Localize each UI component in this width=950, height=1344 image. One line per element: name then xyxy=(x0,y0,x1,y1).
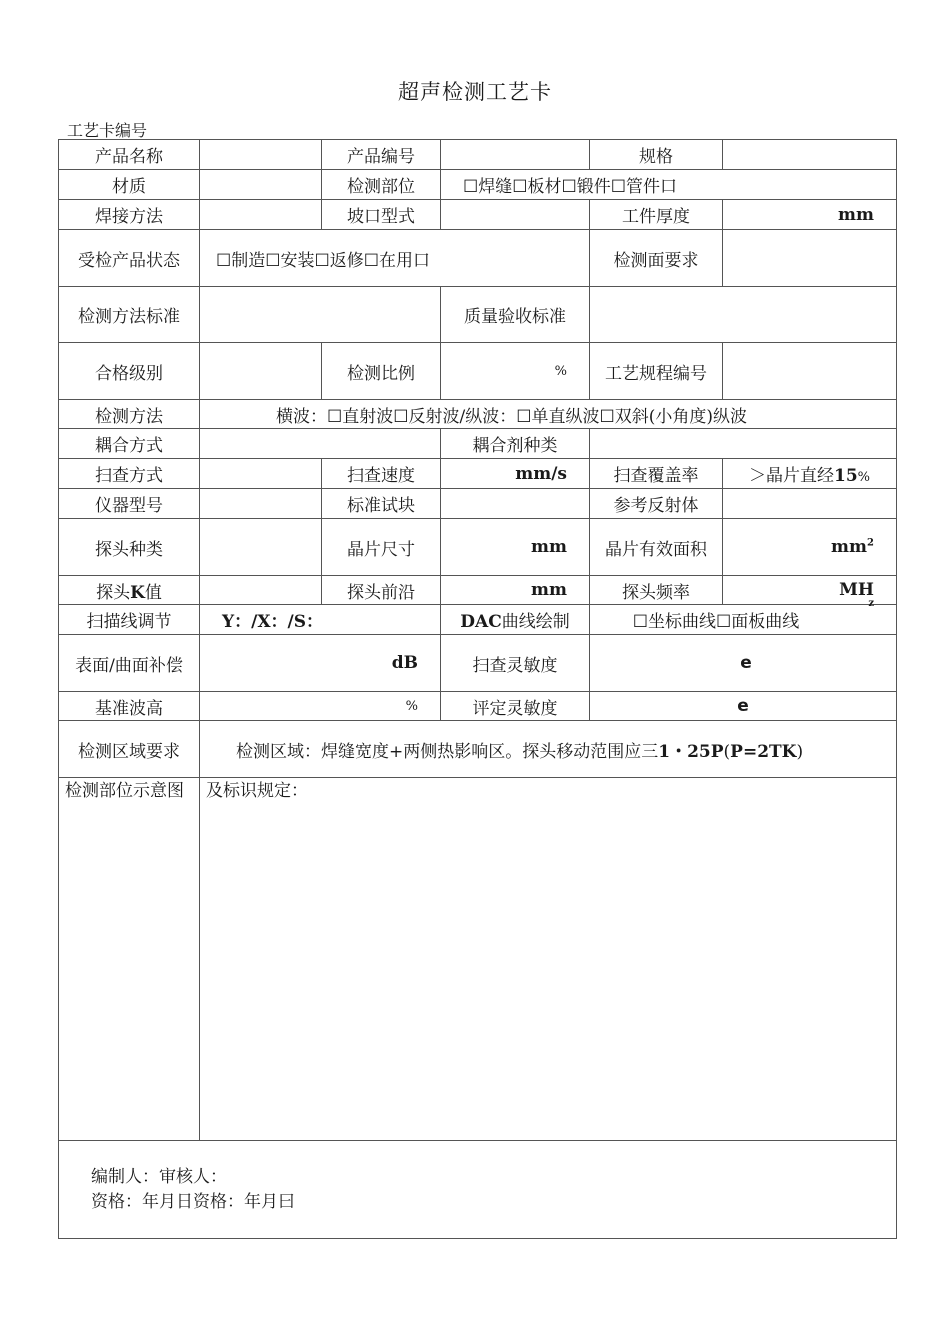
grade-label: 合格级别 xyxy=(59,343,200,400)
probe-type-value[interactable] xyxy=(200,519,322,576)
spec-label: 规格 xyxy=(590,140,723,170)
material-value[interactable] xyxy=(200,170,322,200)
row-scan-mode xyxy=(59,459,897,489)
ref-wave-label: 基准波高 xyxy=(59,692,200,721)
coverage-label: 扫查覆盖率 xyxy=(590,459,723,489)
couplant-value[interactable] xyxy=(590,429,897,459)
probe-front-label: 探头前沿 xyxy=(322,576,441,605)
accept-std-label: 质量验收标准 xyxy=(441,287,590,343)
ref-wave-unit[interactable]: % xyxy=(200,692,441,721)
coverage-value[interactable] xyxy=(723,459,897,489)
std-block-value[interactable] xyxy=(441,489,590,519)
row-probe-type xyxy=(59,519,897,576)
surface-comp-label: 表面/曲面补偿 xyxy=(59,635,200,692)
row-product-name xyxy=(59,140,897,170)
card-number-label: 工艺卡编号 xyxy=(67,121,148,140)
dac-options[interactable]: ☐坐标曲线☐面板曲线 xyxy=(590,605,897,635)
std-block-label: 标准试块 xyxy=(322,489,441,519)
coupling-label: 耦合方式 xyxy=(59,429,200,459)
row-zone-req xyxy=(59,721,897,778)
probe-freq-unit-main: MH xyxy=(839,580,874,600)
eval-sens-value[interactable]: e xyxy=(590,692,897,721)
probe-freq-label: 探头频率 xyxy=(590,576,723,605)
scan-mode-label: 扫查方式 xyxy=(59,459,200,489)
zone-req-formula: P=2TK xyxy=(730,741,797,762)
sign-line-2: 资格：年月日资格：年月曰 xyxy=(91,1191,295,1212)
row-grade xyxy=(59,343,897,400)
row-weld-method xyxy=(59,200,897,230)
diagram-area[interactable] xyxy=(200,778,897,1141)
probe-k-value[interactable] xyxy=(200,576,322,605)
spec-value[interactable] xyxy=(723,140,897,170)
crystal-size-unit[interactable]: mm xyxy=(441,519,590,576)
dac-label-pre: DAC xyxy=(460,612,502,632)
zone-req-label: 检测区域要求 xyxy=(59,721,200,778)
sweep-adj-value[interactable]: Y：/X：/S： xyxy=(200,605,441,635)
product-name-label: 产品名称 xyxy=(59,140,200,170)
product-name-value[interactable] xyxy=(200,140,322,170)
groove-type-value[interactable] xyxy=(441,200,590,230)
sweep-adj-label: 扫描线调节 xyxy=(59,605,200,635)
signature-block xyxy=(59,1141,897,1239)
instrument-label: 仪器型号 xyxy=(59,489,200,519)
row-sweep-adj xyxy=(59,605,897,635)
diagram-text: 及标识规定： xyxy=(206,781,308,801)
coverage-value-number: 15 xyxy=(833,466,858,486)
surface-req-value[interactable] xyxy=(723,230,897,287)
groove-type-label: 坡口型式 xyxy=(322,200,441,230)
row-test-method xyxy=(59,400,897,429)
thickness-unit[interactable]: mm xyxy=(723,200,897,230)
instrument-value[interactable] xyxy=(200,489,322,519)
accept-std-value[interactable] xyxy=(590,287,897,343)
probe-freq-unit-sub: z xyxy=(868,598,874,609)
product-no-label: 产品编号 xyxy=(322,140,441,170)
probe-freq-unit[interactable] xyxy=(723,576,897,609)
row-signatures xyxy=(59,1141,897,1239)
row-coupling xyxy=(59,429,897,459)
procedure-no-label: 工艺规程编号 xyxy=(590,343,723,400)
scan-speed-unit[interactable]: mm/s xyxy=(441,459,590,489)
product-state-options[interactable]: ☐制造☐安装☐返修☐在用口 xyxy=(200,230,590,287)
row-ref-wave xyxy=(59,692,897,721)
ratio-label: 检测比例 xyxy=(322,343,441,400)
zone-req-paren-close: ) xyxy=(796,741,804,762)
weld-method-label: 焊接方法 xyxy=(59,200,200,230)
test-part-options[interactable]: ☐焊缝☐板材☐锻件☐管件口 xyxy=(441,170,897,200)
crystal-area-unit[interactable] xyxy=(723,519,897,576)
test-method-label: 检测方法 xyxy=(59,400,200,429)
probe-k-label-k: K xyxy=(130,582,145,603)
probe-k-label xyxy=(59,576,200,605)
thickness-label: 工件厚度 xyxy=(590,200,723,230)
scan-sens-label: 扫查灵敏度 xyxy=(441,635,590,692)
page-title: 超声检测工艺卡 xyxy=(398,80,552,104)
method-std-value[interactable] xyxy=(200,287,441,343)
surface-req-label: 检测面要求 xyxy=(590,230,723,287)
material-label: 材质 xyxy=(59,170,200,200)
coverage-value-prefix: ＞晶片直经 xyxy=(748,466,834,486)
crystal-size-label: 晶片尺寸 xyxy=(322,519,441,576)
row-product-state xyxy=(59,230,897,287)
crystal-area-label: 晶片有效面积 xyxy=(590,519,723,576)
zone-req-bold: 1・25P xyxy=(658,741,724,762)
diagram-label: 检测部位示意图 xyxy=(59,778,200,1141)
crystal-area-unit-sup: 2 xyxy=(867,537,874,549)
grade-value[interactable] xyxy=(200,343,322,400)
ratio-unit[interactable]: % xyxy=(441,343,590,400)
row-diagram xyxy=(59,778,897,1141)
row-surface-comp xyxy=(59,635,897,692)
sign-line-1: 编制人：审核人： xyxy=(91,1166,227,1187)
zone-req-paren-open: ( xyxy=(723,741,731,762)
product-state-label: 受检产品状态 xyxy=(59,230,200,287)
eval-sens-label: 评定灵敏度 xyxy=(441,692,590,721)
test-method-options[interactable]: 横波：☐直射波☐反射波/纵波：☐单直纵波☐双斜(小角度)纵波 xyxy=(200,400,897,429)
scan-mode-value[interactable] xyxy=(200,459,322,489)
method-std-label: 检测方法标准 xyxy=(59,287,200,343)
dac-label-post: 曲线绘制 xyxy=(501,612,570,632)
ref-reflector-value[interactable] xyxy=(723,489,897,519)
probe-k-label-pre: 探头 xyxy=(96,582,131,603)
test-part-label: 检测部位 xyxy=(322,170,441,200)
weld-method-value[interactable] xyxy=(200,200,322,230)
ref-reflector-label: 参考反射体 xyxy=(590,489,723,519)
probe-k-label-post: 值 xyxy=(144,582,162,603)
scan-speed-label: 扫查速度 xyxy=(322,459,441,489)
row-material xyxy=(59,170,897,200)
coverage-value-unit: % xyxy=(857,470,871,485)
product-no-value[interactable] xyxy=(441,140,590,170)
row-standards xyxy=(59,287,897,343)
probe-front-unit[interactable]: mm xyxy=(441,576,590,605)
procedure-no-value[interactable] xyxy=(723,343,897,400)
couplant-label: 耦合剂种类 xyxy=(441,429,590,459)
scan-sens-value[interactable]: e xyxy=(590,635,897,692)
zone-req-text: 检测区域：焊缝宽度+两侧热影响区。探头移动范围应三 xyxy=(236,741,659,762)
row-probe-k xyxy=(59,576,897,605)
coupling-value[interactable] xyxy=(200,429,441,459)
dac-label xyxy=(441,605,590,635)
row-instrument xyxy=(59,489,897,519)
process-card-table xyxy=(58,139,897,1239)
probe-type-label: 探头种类 xyxy=(59,519,200,576)
crystal-area-unit-main: mm xyxy=(831,537,868,557)
surface-comp-unit[interactable]: dB xyxy=(200,635,441,692)
zone-req-value[interactable] xyxy=(200,721,897,778)
